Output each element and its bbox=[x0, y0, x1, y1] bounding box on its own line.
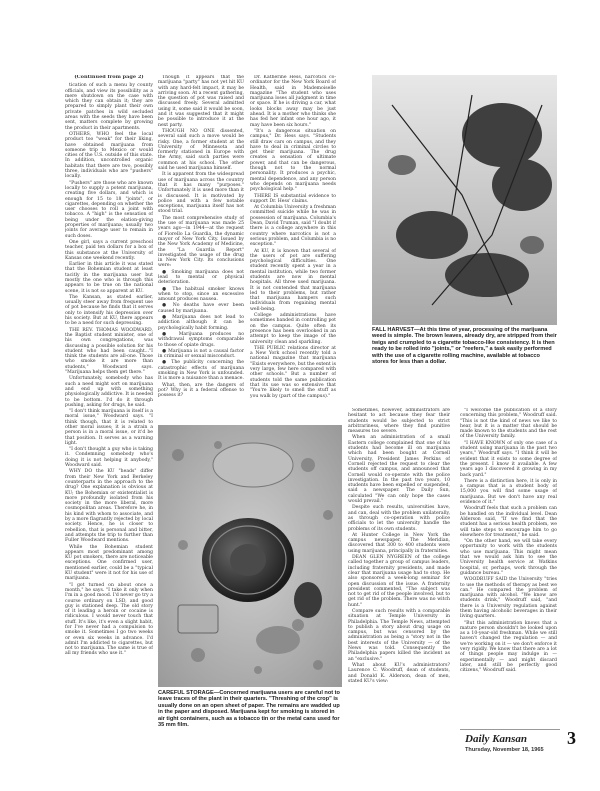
article-paragraph: "But this administration knows that a mature person shouldn't be looked upon as a 10-year-old freshman. While we still haven't changed the regulation — and we're working on it — we don't enforce it very rigidly. We know that there are a lot of things people may indulge in — experimentally — and might discard later, and still be perfectly good citizens," Woodruff said. bbox=[460, 620, 557, 674]
page-number: 3 bbox=[567, 728, 576, 748]
storage-caption-text: —Concerned marijuana users are careful not to leave traces of the plant in their quarters. "Threshing of the crop" is usually done on an open sheet of paper. The remains are wadded up in the paper and disposed. Marijuana kept for smoking is stored in air tight containers, such as a tobacco tin or the metal cans used for 35 mm film. bbox=[158, 690, 340, 729]
article-paragraph: ● Marijuana does not lead to addiction although it can be psychologically habit forming. bbox=[158, 315, 244, 331]
article-paragraph: Sometimes, however, administrators are hesitant to act because they fear their students would be subjected to strict arbitrariness, where they find punitive measures too severe. bbox=[348, 408, 450, 435]
article-paragraph: The Kansan, as stated earlier, usually steer away from frequent use of pot because he finds that it serves only to intensify his depression over his society. But at KU, there appears to be a need for such depressing. bbox=[65, 294, 153, 327]
storage-photo bbox=[158, 425, 342, 687]
footer-rule bbox=[460, 729, 560, 730]
article-paragraph: THE PUBLIC relations director at a New York school recently told a national magazine that marijuana "Exists everywhere, but the extent is very large, few here compared with other schools." But a number of students told the same publication that its use was so extensive that "You're likely to smell the stuff as you walk by (part of the campus)." bbox=[250, 345, 336, 399]
article-paragraph: "It's a dangerous situation on campus," Dr. Hess says. "Students still draw cars on campus, and they have to deal in criminal circles to get their marijuana. The drug creates a sensation of ultimate power, and that can be dangerous, though not to the normal personality. It produces a psychic, mental dependence, and any person who depends on marijuana needs psychological help." bbox=[250, 128, 336, 193]
article-paragraph: There is a distinction here, it is only in a campus that is a student body of 15,000 you will find some usage of marijuana. But we don't have any real evidence of it." bbox=[460, 478, 557, 506]
article-paragraph: "Pushers" are those who are known locally to supply a potent marijuana, creating five dollars, and which is enough for 15 to 18 "joints", or cigarettes, depending on whether the user chooses to roll a joint with tobacco. A "high" is the sensation of being under the elation-giving properties of marijuana; usually two joints for average user to remain in such doses. bbox=[65, 180, 153, 239]
article-column-2 bbox=[158, 75, 244, 415]
column-5-paragraphs bbox=[460, 408, 557, 674]
article-paragraph: WOODRUFF SAID the University "tries to use the methods of therapy as best we can." He compared the problem of marijuana with alcohol. "We know are students drink," Woodruff said, "and there is a University regulation against them having alcoholic beverages in their living quarters. bbox=[460, 577, 557, 620]
harvest-caption bbox=[372, 327, 557, 402]
article-paragraph: THOUGH NO ONE dissented, several said such a move would be risky. One, a former student at the University of Minnesota and formerly stationed in Europe with the Army, said such parties were common at his school. The other said he used marijuana himself. bbox=[158, 128, 244, 172]
article-paragraph: DEAN GLEN NYGREEN of the college called together a group of campus leaders, including fraternity presidents, and made clear that marijuana usage had to stop. He also sponsored a week-long seminar for open discussion of the issue. A fraternity president commented, "The subject was not to get rid of the people involved, but to get rid of the problem. There was no witch hunt." bbox=[348, 555, 450, 608]
article-paragraph: College administrations have sometimes banded in controlling pot on the campus. Quite often its presence has been overlooked in an attempt to keep the image of the university clean and sparkling. bbox=[250, 313, 336, 345]
article-paragraph: One girl, says a current preschool teacher, paid ten dollars for a box of this substance at the University of Kansas one weekend recently. bbox=[65, 239, 153, 261]
article-paragraph: At KU, it is known that several of the users of pot are suffering psychological difficulties. One student recently spent a year in a mental institution, while two former students are now in mental hospitals. All three used marijuana. It is not contended that marijuana led to their problems, but rather that marijuana hampers such individuals from regaining mental well-being. bbox=[250, 248, 336, 312]
article-paragraph: Dr. Katherine Hess, narcotics co-ordinator for the New York Board of Health, said in Mademoiselle magazine "The student who uses marijuana loses all judgment in time or space. If he is driving a car, what looks blocks away may be just ahead. It is a mother who thinks she has fed her infant one hour ago, it may have been six hours." bbox=[250, 75, 336, 128]
harvest-caption-text: —At this time of year, processing of the marijuana weed is simple. The brown leaves, already dry, are stripped from their twigs and crumpled to a cigarette tobacco-like consistency. It is then ready to be rolled into "joints," or "reefers," a task easily performed with the use of a cigarette rolling machine, available at tobacco stores for less than a dollar. bbox=[372, 327, 557, 366]
paper-name: Daily Kansan bbox=[465, 733, 528, 745]
article-paragraph: "On the other hand, we will take every opportunity to work with the students who use marijuana. This might mean that we would ask him to see the University health service at Watkins hospital, or, perhaps, work through the guidance bureau." bbox=[460, 539, 557, 576]
column-3-paragraphs bbox=[250, 75, 336, 399]
article-column-1 bbox=[65, 75, 153, 765]
article-paragraph: tication of such a menu by county officials, and view its possibility as a mere shutdown on the case with which they can obtain it; they are prepared to simply plant their own private patches in wild secluded areas with the seeds they have been sent, matters complete by growing the product in their apartments. bbox=[65, 83, 153, 131]
article-paragraph: Compare such results with a comparable situation at Temple University in Philadelphia. The Temple News, attempted to publish a story about drug usage on campus, but was censored by the administration as being a "story not in the best interests of the University — of the News was told. Consequently the Philadelphia papers killed the incident as an "exclusive." bbox=[348, 608, 450, 662]
article-column-5 bbox=[460, 408, 557, 726]
article-paragraph: What, then, are the dangers of pot? Why is it a federal offense to possess it? bbox=[158, 382, 244, 399]
column-1-paragraphs bbox=[65, 83, 153, 656]
article-paragraph: While the Bohemian student appears most predominant among KU pot smokers, there are noticeable exceptions. One confirmed user, mentioned earlier, could be a "typical KU student" were it not for his use of marijuana. bbox=[65, 544, 153, 582]
article-paragraph: Earlier in this article it was stated that the Bohemian student at least tacitly in the marijuana user but mostly the one who is through this appears to be true on the national scene, it is not so apparent at KU. bbox=[65, 262, 153, 294]
article-paragraph: Though it appears that the marijuana "party" has not yet hit KU with any hard-felt impact, it may be arriving soon. At a recent gathering, the question of pot was raised and discussed freely. Several admitted using it, some said it would be soon, and it was suggested that it might be possible to introduce it at the next party. bbox=[158, 75, 244, 128]
continued-label: (Continued from page 2) bbox=[74, 75, 144, 80]
column-4-paragraphs bbox=[348, 408, 450, 684]
article-paragraph: "I got turned on about once a month," he says. "I take it only when I'm in a good mood. I'd never go try a course ordinary on LSD, and good guy is stationed deep. The old story of it leading a heroin or cocaine is ridiculous. I would never touch that stuff. It's like, it's even a slight habit, for I've never had a compulsion to smoke it. Sometimes I go two weeks or even six weeks in advance. I'd admit I'm addicted to cigarettes, but not to marijuana. The same is true of all my friends who use it." bbox=[65, 582, 153, 657]
article-paragraph: At Hunter College in New York the campus newspaper, The Meridian, discovered that 300 to 400 students were using marijuana, principally in fraternities. bbox=[348, 532, 450, 554]
article-paragraph: WHY DO the KU "heads" differ from their New York and Berkeley counterparts in the approach to the drug? One explanation is obvious at KU; the Bohemian or existentialist is more profoundly isolated from his society in the more liberal, more cosmopolitan areas. Therefore he, in his kind with whom to associate, and by a more flagrantly rejected by local society. Hence, he is closer to rebellion, that is personal and bitter, and attempts the trip to further than Fuller Woodward mentions. bbox=[65, 469, 153, 544]
article-paragraph: At Columbia University a freshman committed suicide while he was in possession of marijuana. Columbia's Dean, David Truman, said "I doubt if there is a college anywhere in this country where narcotics is not a serious problem, and Columbia is no exception." bbox=[250, 205, 336, 248]
article-paragraph: OTHERS, WHO feel the local product too "weak" for their liking, have obtained marijuana from someone trip to Mexico or would cities of the U.S. outside of this state. In addition, uncontrolled organic habitats that there are two, possibly three, individuals who are "pushers" locally. bbox=[65, 131, 153, 180]
date-line: Thursday, November 18, 1965 bbox=[465, 747, 544, 753]
article-paragraph: Unfortunately, somebody who has such a need might sort on marijuana and end up with something physiologically addictive. It is needed to be bottom. I'd do it through pushing, asking for drugs, he said. bbox=[65, 376, 153, 408]
article-paragraph: ● The habitual smoker knows when to stop, since an excessive amount produces nausea. bbox=[158, 286, 244, 303]
article-paragraph: ● Smoking marijuana does not lead to mental or physical deterioration. bbox=[158, 269, 244, 286]
article-paragraph: THE REV. THOMAS WOODWARD, the Baptist student minister, one of his own congregations, was discussing a possible solution for his student who had been caught..."I think the students are all-one. Those who smoke it are more than students," Woodward says. "Marijuana helps them get there." bbox=[65, 327, 153, 376]
article-paragraph: Despite such results, universities have, and can, deal with the problem unilaterally, as through co-operation with police officials to let the university handle the problems of its own students. bbox=[348, 505, 450, 532]
column-2-paragraphs bbox=[158, 75, 244, 399]
storage-caption bbox=[158, 690, 342, 750]
article-paragraph: What about KU's administrators? Laurence C. Woodruff, dean of students, and Donald K. Alderson, dean of men, stated KU's view: bbox=[348, 662, 450, 684]
article-paragraph: ● Marijuana produces no withdrawal symptoms comparable to those of opiate drugs. bbox=[158, 331, 244, 348]
article-paragraph: When an administration of a small Eastern college complained that one of his students had become ill on marijuana which had been bought at Cornell University, President James Perkins of Cornell rejected the request to clear the students off campus, and announced that Cornell would co-operate with the police investigation. In the past two years, 10 students have been expelled or suspended, said a newspaper. The Daily Sun, calculated "We can only hope the cases would prevail." bbox=[348, 435, 450, 505]
article-paragraph: It is apparent from the widespread use of marijuana across the country that it has many "purposes." Unfortunately it is used more than it is discussed. It is motivated by police and with a few notable exceptions, marijuana itself has not stood trial. bbox=[158, 172, 244, 215]
article-paragraph: ● No deaths have ever been caused by marijuana. bbox=[158, 303, 244, 314]
article-column-4 bbox=[348, 408, 450, 758]
harvest-caption-lead: FALL HARVEST bbox=[372, 327, 415, 333]
storage-caption-lead: CAREFUL STORAGE bbox=[158, 690, 214, 696]
harvest-photo bbox=[372, 75, 557, 325]
article-paragraph: "I don't think marijuana is itself is a moral issue," Woodward says. "I think though, that it is related to other moral issues; it is a strain a person is in a moral issue, or it'd be that position. It serves as a warning light. bbox=[65, 409, 153, 446]
article-column-3 bbox=[250, 75, 336, 420]
article-paragraph: The most comprehensive study of the use of marijuana was made 25 years ago—in 1944—at the request of Fiorello La Guardia, the dynamic mayor of New York City. Issued by the New York Academy of Medicine, the "La Guardia Report" investigated the usage of the drug in New York City. Its conclusions were: bbox=[158, 215, 244, 269]
article-paragraph: ● The publicity concerning the catastrophic effects of marijuana smoking in New York is unfounded. It is more a nuisance than a menace. bbox=[158, 360, 244, 382]
article-paragraph: "I welcome the publication of a story concerning this problem," Woodruff said. "This is not the kind of news we like to hear, but it is a matter that should be made known to the students and the rest of the University family. bbox=[460, 408, 557, 440]
article-paragraph: Woodruff feels that such a problem can be handled on the individual level. Dean Alderson said, "If we find that the student has a serious health problem, we will take steps to encourage him to go elsewhere for treatment," he said. bbox=[460, 506, 557, 538]
article-paragraph: THERE IS substantial evidence to support Dr. Hess' claims. bbox=[250, 193, 336, 204]
article-paragraph: "I don't thought a guy who is taking it. Condemning somebody who's doing it is not helping it anybody," Woodward said. bbox=[65, 447, 153, 469]
article-paragraph: "I HAVE KNOWN of only one case of a student using marijuana in the past two years," Woodruff says. "I think it will be evident that it exists to some degree of the present. I know it available. A few years ago I discovered it growing in my back yard." bbox=[460, 440, 557, 478]
article-paragraph: ● Marijuana is not a causal factor in criminal or sexual misconduct. bbox=[158, 348, 244, 360]
